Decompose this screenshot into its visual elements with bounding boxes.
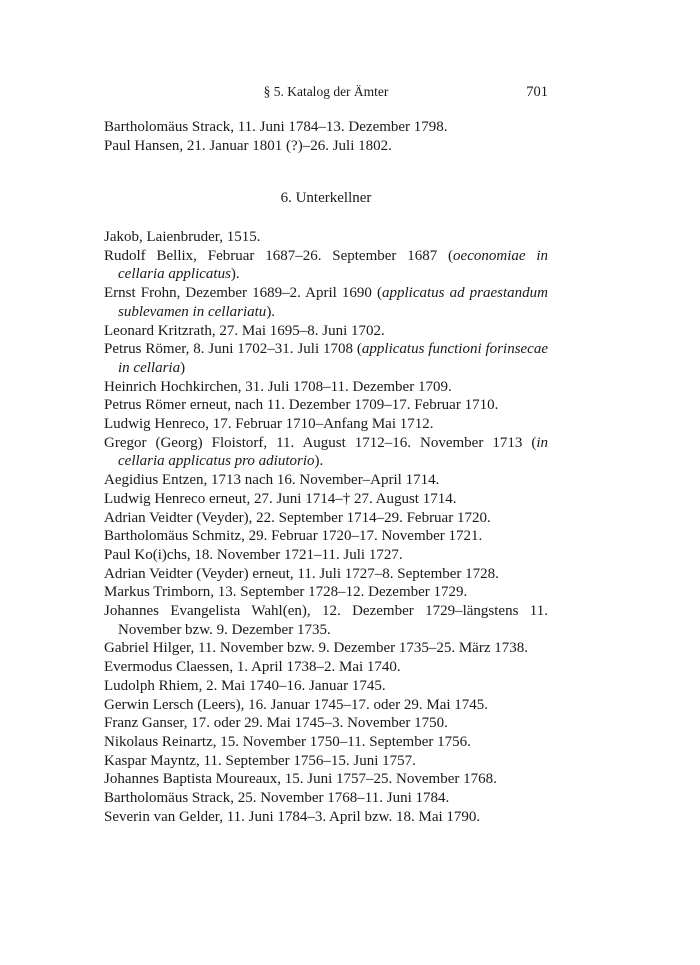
list-item: Bartholomäus Strack, 11. Juni 1784–13. Dezember 1798. xyxy=(104,119,448,135)
list-item xyxy=(104,322,548,341)
entry-text: Evermodus Claessen, 1. April 1738–2. Mai 1740. xyxy=(104,659,401,676)
section-heading: 6. Unterkellner xyxy=(280,190,372,206)
list-item xyxy=(104,284,548,321)
entry-text: Nikolaus Reinartz, 15. November 1750–11. September 1756. xyxy=(104,733,471,750)
list-item xyxy=(104,396,548,415)
running-head xyxy=(104,84,548,104)
entry-text: Ernst Frohn, Dezember 1689–2. April 1690 ( xyxy=(104,285,382,302)
page-number: 701 xyxy=(526,84,548,100)
entry-suffix: ) xyxy=(180,359,186,376)
list-item xyxy=(104,733,548,752)
entry-latin-note: applicatus functioni forinsecae in cellaria xyxy=(118,341,548,376)
entry-text: Johannes Evangelista Wahl(en), 12. Dezember 1729–längstens 11. November bzw. 9. Dezember 1735. xyxy=(104,603,548,638)
entry-text: Franz Ganser, 17. oder 29. Mai 1745–3. November 1750. xyxy=(104,715,448,732)
list-item xyxy=(104,677,548,696)
list-item xyxy=(104,583,548,602)
entry-text: Bartholomäus Schmitz, 29. Februar 1720–17. November 1721. xyxy=(104,528,483,545)
entry-text: Johannes Baptista Moureaux, 15. Juni 1757–25. November 1768. xyxy=(104,771,497,788)
list-item xyxy=(104,770,548,789)
list-item xyxy=(104,415,548,434)
list-item xyxy=(104,658,548,677)
entry-text: Jakob, Laienbruder, 1515. xyxy=(104,229,261,245)
entry-latin-note: applicatus ad praestandum sublevamen in cellariatu xyxy=(118,285,548,320)
entry-text: Gerwin Lersch (Leers), 16. Januar 1745–17. oder 29. Mai 1745. xyxy=(104,696,489,713)
list-item xyxy=(104,789,548,808)
list-item xyxy=(104,696,548,715)
list-item xyxy=(104,490,548,509)
entry-text: Petrus Römer, 8. Juni 1702–31. Juli 1708 ( xyxy=(104,341,362,358)
entry-suffix: ). xyxy=(230,266,240,283)
list-item xyxy=(104,527,548,546)
continued-entries xyxy=(104,118,548,155)
entry-latin-note: oeconomiae in cellaria applicatus xyxy=(118,247,549,283)
entry-latin-note: in cellaria applicatus pro adiutorio xyxy=(118,434,548,470)
entry-text: Ludolph Rhiem, 2. Mai 1740–16. Januar 1745. xyxy=(104,677,386,694)
entry-text: Ludwig Henreco, 17. Februar 1710–Anfang Mai 1712. xyxy=(104,416,434,433)
list-item xyxy=(104,340,548,377)
entry-text: Severin van Gelder, 11. Juni 1784–3. April bzw. 18. Mai 1790. xyxy=(104,808,481,825)
entry-text: Bartholomäus Strack, 25. November 1768–11. Juni 1784. xyxy=(104,790,450,807)
entry-text: Paul Ko(i)chs, 18. November 1721–11. Juli 1727. xyxy=(104,546,403,563)
list-item xyxy=(104,565,548,584)
entry-text: Markus Trimborn, 13. September 1728–12. Dezember 1729. xyxy=(104,584,468,601)
entry-text: Gabriel Hilger, 11. November bzw. 9. Dezember 1735–25. März 1738. xyxy=(104,640,528,657)
list-item: Paul Hansen, 21. Januar 1801 (?)–26. Juli 1802. xyxy=(104,137,392,154)
list-item xyxy=(104,509,548,528)
entry-text: Petrus Römer erneut, nach 11. Dezember 1709–17. Februar 1710. xyxy=(104,397,499,414)
entry-text: Rudolf Bellix, Februar 1687–26. September 1687 ( xyxy=(104,247,454,264)
entry-text: Adrian Veidter (Veyder), 22. September 1714–29. Februar 1720. xyxy=(104,509,491,526)
list-item xyxy=(104,714,548,733)
list-item xyxy=(104,752,548,771)
entry-text: Aegidius Entzen, 1713 nach 16. November–April 1714. xyxy=(104,472,440,489)
entry-suffix: ). xyxy=(314,453,324,470)
running-title: § 5. Katalog der Ämter xyxy=(263,84,389,99)
entry-text: Ludwig Henreco erneut, 27. Juni 1714–† 27. August 1714. xyxy=(104,490,457,507)
list-item xyxy=(104,247,548,284)
list-item xyxy=(104,602,548,639)
list-item xyxy=(104,808,548,827)
entry-suffix: ). xyxy=(266,303,276,320)
list-item xyxy=(104,434,548,471)
list-item xyxy=(104,378,548,397)
list-item xyxy=(104,546,548,565)
list-item xyxy=(104,471,548,490)
entry-text: Gregor (Georg) Floistorf, 11. August 1712–16. November 1713 ( xyxy=(104,434,537,451)
entry-text: Kaspar Mayntz, 11. September 1756–15. Juni 1757. xyxy=(104,752,416,769)
entry-text: Adrian Veidter (Veyder) erneut, 11. Juli 1727–8. September 1728. xyxy=(104,565,499,582)
list-item xyxy=(104,639,548,658)
entry-text: Leonard Kritzrath, 27. Mai 1695–8. Juni 1702. xyxy=(104,322,385,339)
entry-text: Heinrich Hochkirchen, 31. Juli 1708–11. Dezember 1709. xyxy=(104,378,452,395)
list-item xyxy=(104,228,548,247)
entry-list xyxy=(104,228,548,827)
